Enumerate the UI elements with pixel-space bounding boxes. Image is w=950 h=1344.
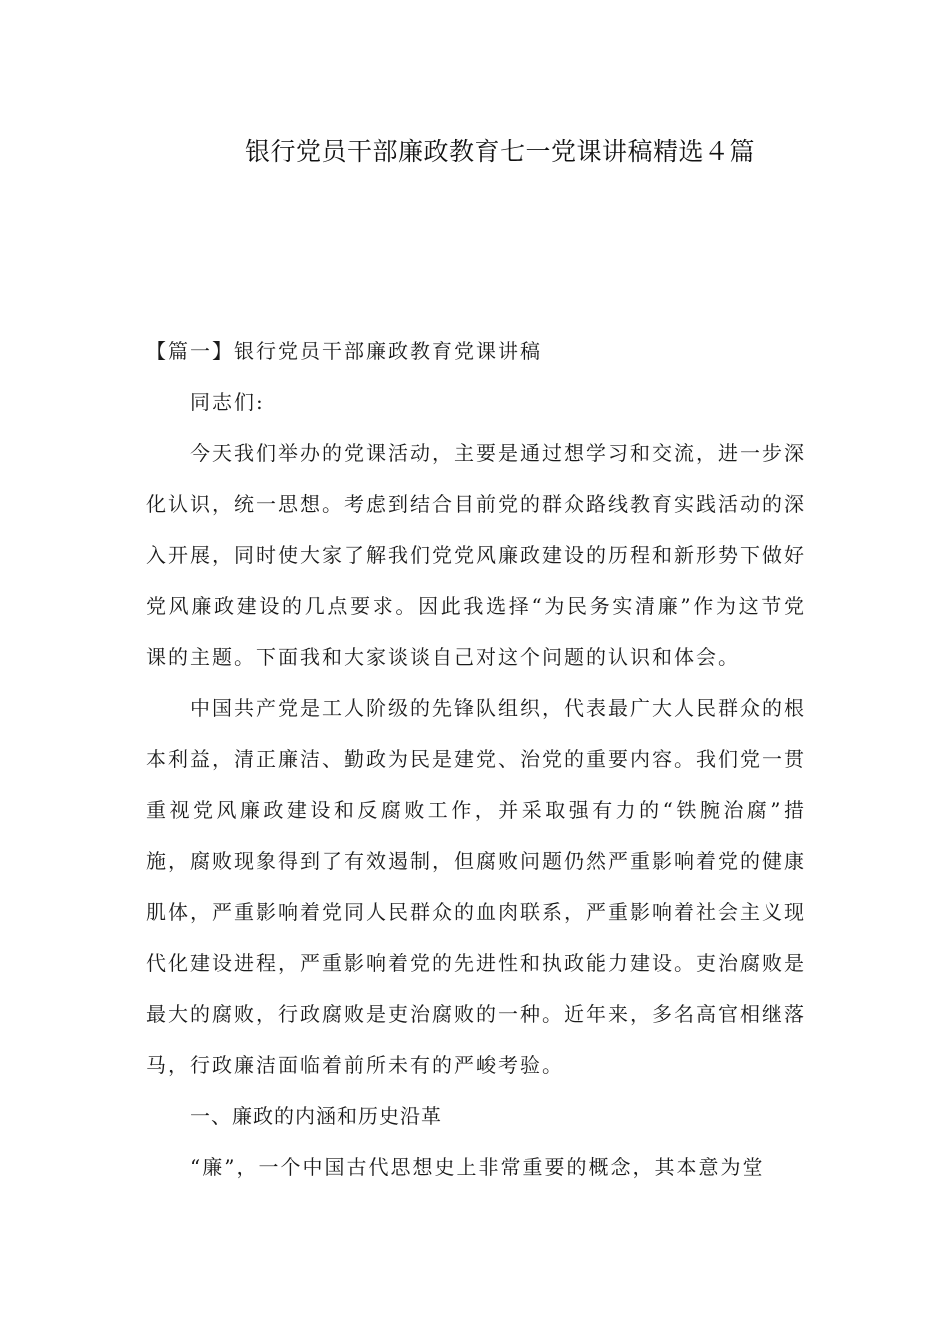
paragraph: “廉”，一个中国古代思想史上非常重要的概念，其本意为堂 [190, 1155, 765, 1179]
document-title: 银行党员干部廉政教育七一党课讲稿精选４篇 [244, 137, 755, 166]
section-title: 【篇一】银行党员干部廉政教育党课讲稿 [146, 339, 542, 363]
paragraph: 中国共产党是工人阶级的先锋队组织，代表最广大人民群众的根本利益，清正廉洁、勤政为民是建党、治党的重要内容。我们党一贯重视党风廉政建设和反腐败工作，并采取强有力的“铁腕治腐”措施，腐败现象得到了有效遏制，但腐败问题仍然严重影响着党的健康肌体，严重影响着党同人民群众的血肉联系，严重影响着社会主义现代化建设进程，严重影响着党的先进性和执政能力建设。吏治腐败是最大的腐败，行政腐败是吏治腐败的一种。近年来，多名高官相继落马，行政廉洁面临着前所未有的严峻考验。 [146, 696, 806, 1077]
section-heading: 一、廉政的内涵和历史沿革 [190, 1104, 442, 1128]
document-body [146, 326, 806, 1193]
greeting: 同志们: [190, 390, 265, 414]
paragraph: 今天我们举办的党课活动，主要是通过想学习和交流，进一步深化认识，统一思想。考虑到结合目前党的群众路线教育实践活动的深入开展，同时使大家了解我们党党风廉政建设的历程和新形势下做好党风廉政建设的几点要求。因此我选择“为民务实清廉”作为这节党课的主题。下面我和大家谈谈自己对这个问题的认识和体会。 [146, 441, 806, 669]
